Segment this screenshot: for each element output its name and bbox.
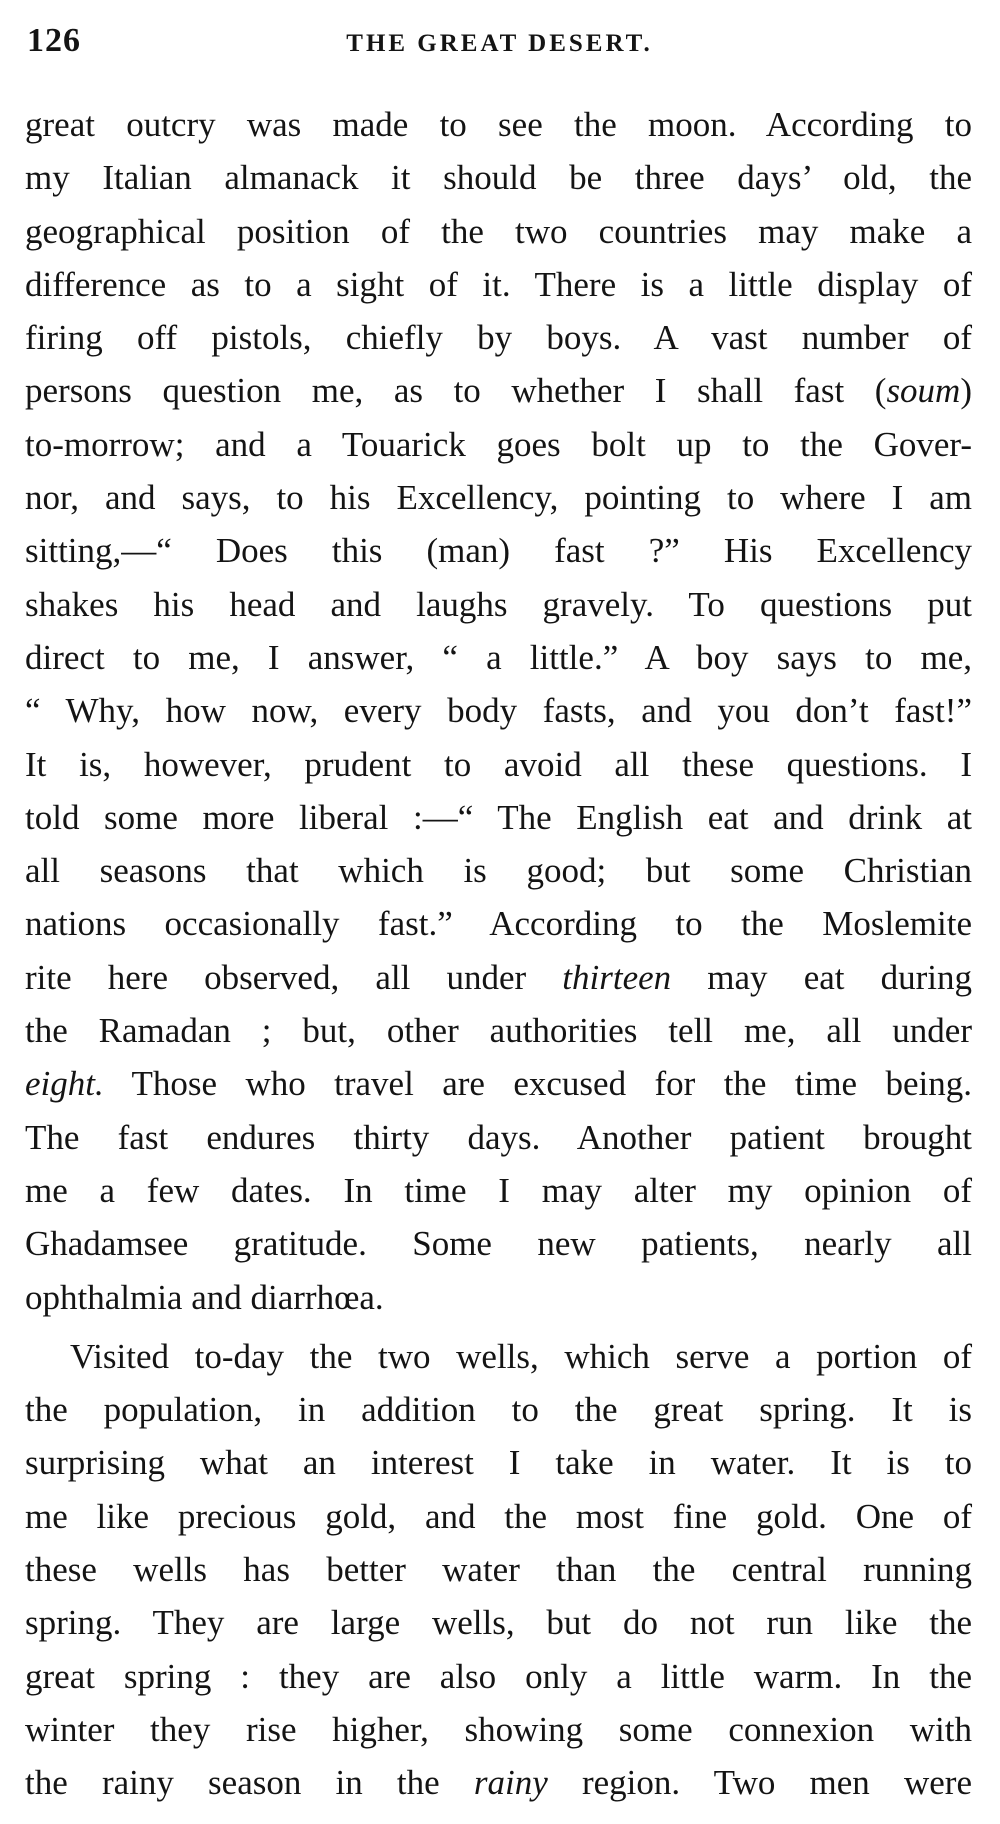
text-line xyxy=(25,631,972,684)
text-line xyxy=(25,1543,972,1596)
text-segment: nations occasionally fast.” According to the Moslemite xyxy=(25,904,972,944)
text-segment: to-morrow; and a Touarick goes bolt up to the Gover- xyxy=(25,424,972,464)
body-text xyxy=(25,98,972,1810)
text-segment: all seasons that which is good; but some Christian xyxy=(25,851,972,891)
text-line xyxy=(25,311,972,364)
text-segment: persons question me, as to whether I shall fast ( xyxy=(25,371,887,411)
text-segment: my Italian almanack it should be three days’ old, the xyxy=(25,158,972,198)
text-line xyxy=(25,1490,972,1543)
italic-text: soum xyxy=(886,371,961,411)
text-segment: rite here observed, all under xyxy=(25,957,563,997)
text-segment: The fast endures thirty days. Another patient brought xyxy=(25,1117,972,1157)
italic-text: eight. xyxy=(25,1064,104,1104)
text-segment: geographical position of the two countries may make a xyxy=(25,211,972,251)
text-segment: winter they rise higher, showing some connexion with xyxy=(25,1709,972,1749)
text-line xyxy=(25,471,972,524)
text-segment: difference as to a sight of it. There is a little display of xyxy=(25,264,972,304)
text-line xyxy=(25,1004,972,1057)
text-line xyxy=(25,364,972,417)
text-line xyxy=(25,151,972,204)
italic-text: thirteen xyxy=(562,957,672,997)
paragraph xyxy=(25,98,972,1324)
text-line xyxy=(25,1756,972,1809)
text-segment: great outcry was made to see the moon. According to xyxy=(25,105,972,144)
text-segment: “ Why, how now, every body fasts, and you don’t fast!” xyxy=(25,691,972,731)
text-line xyxy=(25,1164,972,1217)
text-line xyxy=(25,205,972,258)
text-line xyxy=(25,684,972,737)
text-segment: ) xyxy=(960,371,972,411)
text-segment: told some more liberal :—“ The English eat and drink at xyxy=(25,797,972,837)
text-segment: Those who travel are excused for the time being. xyxy=(103,1064,972,1104)
text-segment: shakes his head and laughs gravely. To questions put xyxy=(25,584,972,624)
text-line xyxy=(25,1703,972,1756)
text-segment: ophthalmia and diarrhœa. xyxy=(25,1277,384,1317)
page-number: 126 xyxy=(27,22,81,59)
running-head xyxy=(27,18,972,68)
text-line xyxy=(25,1217,972,1270)
text-line xyxy=(25,951,972,1004)
text-segment: region. Two men were xyxy=(547,1763,972,1803)
text-segment: me a few dates. In time I may alter my opinion of xyxy=(25,1170,972,1210)
text-segment: Visited to-day the two wells, which serve a portion of xyxy=(70,1336,972,1376)
text-segment: great spring : they are also only a little warm. In the xyxy=(25,1656,972,1696)
paragraph xyxy=(25,1330,972,1810)
text-segment: the Ramadan ; but, other authorities tell me, all under xyxy=(25,1011,972,1051)
text-line xyxy=(25,1111,972,1164)
text-line xyxy=(25,1271,972,1324)
text-line xyxy=(25,524,972,577)
text-segment: the population, in addition to the great spring. It is xyxy=(25,1390,972,1430)
text-line xyxy=(25,418,972,471)
text-segment: me like precious gold, and the most fine gold. One of xyxy=(25,1496,972,1536)
text-segment: firing off pistols, chiefly by boys. A vast number of xyxy=(25,318,972,358)
text-line xyxy=(25,1436,972,1489)
text-segment: surprising what an interest I take in water. It is to xyxy=(25,1443,972,1483)
text-segment: these wells has better water than the central running xyxy=(25,1550,972,1590)
text-line xyxy=(25,1057,972,1110)
text-line xyxy=(25,791,972,844)
text-line xyxy=(25,844,972,897)
text-line xyxy=(25,897,972,950)
text-segment: spring. They are large wells, but do not run like the xyxy=(25,1603,972,1643)
text-line xyxy=(25,98,972,151)
text-line xyxy=(25,738,972,791)
text-line xyxy=(25,1596,972,1649)
text-segment: sitting,—“ Does this (man) fast ?” His Excellency xyxy=(25,531,972,571)
text-segment: direct to me, I answer, “ a little.” A boy says to me, xyxy=(25,637,972,677)
text-line xyxy=(25,1650,972,1703)
text-segment: It is, however, prudent to avoid all these questions. I xyxy=(25,744,972,784)
running-title: THE GREAT DESERT. xyxy=(346,30,653,57)
text-line xyxy=(25,1330,972,1383)
text-segment: nor, and says, to his Excellency, pointing to where I am xyxy=(25,478,972,518)
text-segment: Ghadamsee gratitude. Some new patients, nearly all xyxy=(25,1224,972,1264)
text-line xyxy=(25,578,972,631)
text-segment: the rainy season in the xyxy=(25,1763,474,1803)
text-line xyxy=(25,1383,972,1436)
text-line xyxy=(25,258,972,311)
text-segment: may eat during xyxy=(671,957,972,997)
italic-text: rainy xyxy=(473,1763,548,1803)
